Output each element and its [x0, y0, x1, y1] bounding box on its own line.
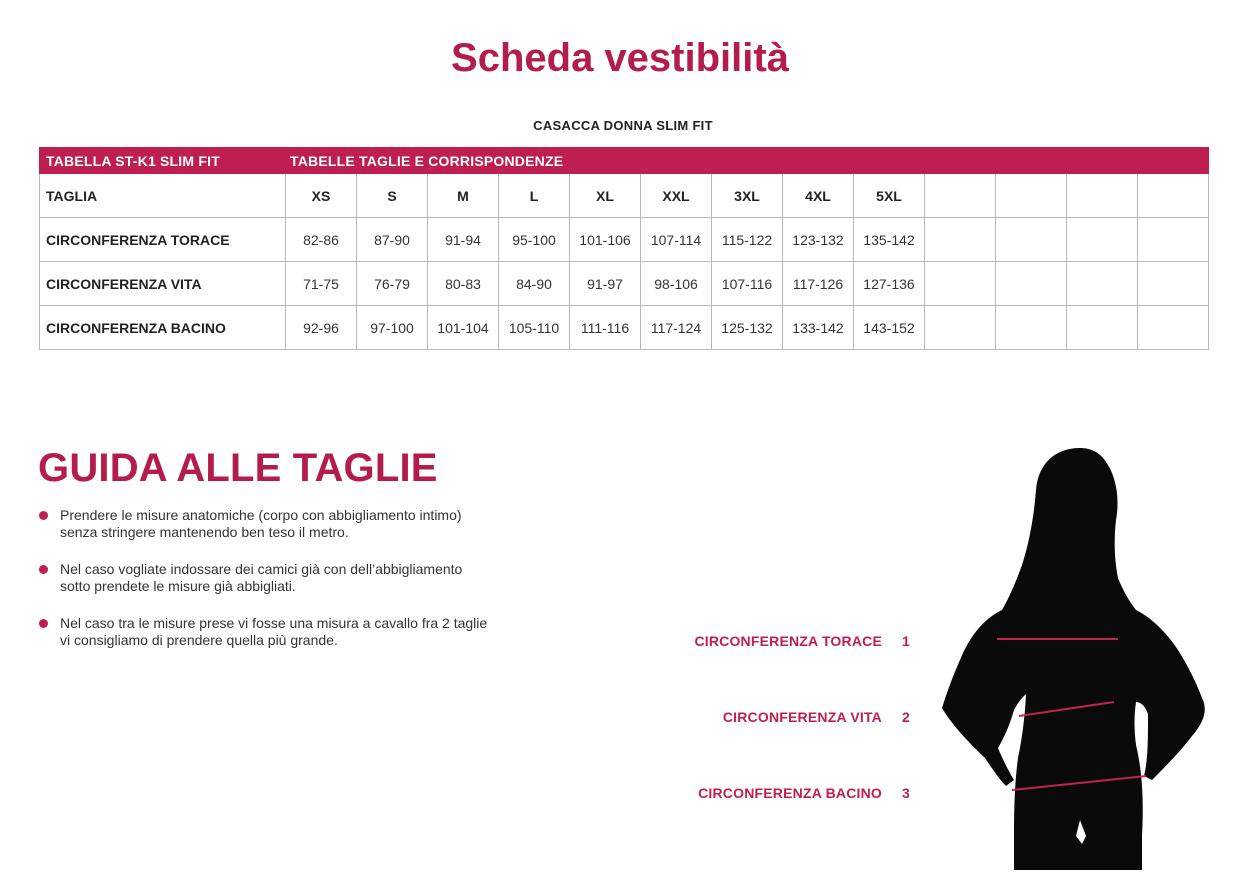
size-cell: L [499, 174, 570, 218]
value-cell: 123-132 [783, 218, 854, 262]
value-cell: 95-100 [499, 218, 570, 262]
row-label: CIRCONFERENZA BACINO [40, 306, 286, 350]
list-item [38, 507, 558, 541]
size-cell: S [357, 174, 428, 218]
table-row-vita [40, 262, 1209, 306]
size-cell [925, 174, 996, 218]
value-cell: 84-90 [499, 262, 570, 306]
value-cell [996, 218, 1067, 262]
value-cell: 92-96 [286, 306, 357, 350]
band-left-label: TABELLA ST-K1 SLIM FIT [40, 148, 286, 174]
value-cell: 143-152 [854, 306, 925, 350]
row-label: CIRCONFERENZA VITA [40, 262, 286, 306]
value-cell: 125-132 [712, 306, 783, 350]
table-row-bacino [40, 306, 1209, 350]
tip-line: vi consigliamo di prendere quella più grande. [60, 632, 338, 648]
measure-number: 3 [902, 785, 910, 801]
measure-label-torace [640, 633, 910, 649]
table-header-row [40, 174, 1209, 218]
tip-line: Prendere le misure anatomiche (corpo con abbigliamento intimo) [60, 507, 462, 523]
dot-icon [39, 565, 48, 574]
value-cell: 101-106 [570, 218, 641, 262]
size-cell [996, 174, 1067, 218]
value-cell: 107-116 [712, 262, 783, 306]
measure-label-vita [640, 709, 910, 725]
value-cell: 135-142 [854, 218, 925, 262]
value-cell [1067, 306, 1138, 350]
measure-label-text: CIRCONFERENZA BACINO [698, 785, 882, 801]
value-cell: 117-124 [641, 306, 712, 350]
value-cell: 91-94 [428, 218, 499, 262]
table-subtitle: CASACCA DONNA SLIM FIT [533, 118, 713, 133]
size-cell [1138, 174, 1209, 218]
value-cell: 107-114 [641, 218, 712, 262]
size-cell: 3XL [712, 174, 783, 218]
value-cell [1067, 218, 1138, 262]
measure-number: 1 [902, 633, 910, 649]
value-cell [996, 306, 1067, 350]
value-cell: 91-97 [570, 262, 641, 306]
guide-tips-list [38, 507, 558, 669]
list-item [38, 561, 558, 595]
row-label: CIRCONFERENZA TORACE [40, 218, 286, 262]
tip-line: Nel caso vogliate indossare dei camici già con dell’abbigliamento [60, 561, 463, 577]
value-cell [1138, 306, 1209, 350]
value-cell: 101-104 [428, 306, 499, 350]
dot-icon [39, 619, 48, 628]
size-cell [1067, 174, 1138, 218]
value-cell: 98-106 [641, 262, 712, 306]
value-cell [925, 262, 996, 306]
value-cell: 115-122 [712, 218, 783, 262]
page-title: Scheda vestibilità [451, 36, 789, 80]
value-cell: 105-110 [499, 306, 570, 350]
value-cell: 117-126 [783, 262, 854, 306]
list-item [38, 615, 558, 649]
value-cell: 87-90 [357, 218, 428, 262]
measure-label-bacino [640, 785, 910, 801]
value-cell [1067, 262, 1138, 306]
guide-title: GUIDA ALLE TAGLIE [38, 446, 438, 490]
band-right-label: TABELLE TAGLIE E CORRISPONDENZE [286, 148, 1209, 174]
table-row-torace [40, 218, 1209, 262]
measure-label-text: CIRCONFERENZA VITA [722, 709, 882, 725]
measure-number: 2 [902, 709, 910, 725]
row-label: TAGLIA [40, 174, 286, 218]
measure-label-text: CIRCONFERENZA TORACE [694, 633, 882, 649]
woman-silhouette-icon [930, 440, 1220, 870]
size-cell: M [428, 174, 499, 218]
dot-icon [39, 511, 48, 520]
size-cell: 4XL [783, 174, 854, 218]
value-cell: 111-116 [570, 306, 641, 350]
size-cell: 5XL [854, 174, 925, 218]
value-cell [1138, 218, 1209, 262]
size-cell: XS [286, 174, 357, 218]
value-cell: 127-136 [854, 262, 925, 306]
value-cell: 80-83 [428, 262, 499, 306]
size-table [39, 147, 1209, 350]
value-cell [1138, 262, 1209, 306]
value-cell: 82-86 [286, 218, 357, 262]
value-cell [925, 218, 996, 262]
table-band [40, 148, 1209, 174]
value-cell: 133-142 [783, 306, 854, 350]
value-cell: 97-100 [357, 306, 428, 350]
value-cell: 71-75 [286, 262, 357, 306]
tip-line: sotto prendete le misure già abbigliati. [60, 578, 296, 594]
size-cell: XL [570, 174, 641, 218]
size-cell: XXL [641, 174, 712, 218]
tip-line: Nel caso tra le misure prese vi fosse una misura a cavallo fra 2 taglie [60, 615, 488, 631]
value-cell: 76-79 [357, 262, 428, 306]
tip-line: senza stringere mantenendo ben teso il metro. [60, 524, 349, 540]
value-cell [925, 306, 996, 350]
value-cell [996, 262, 1067, 306]
